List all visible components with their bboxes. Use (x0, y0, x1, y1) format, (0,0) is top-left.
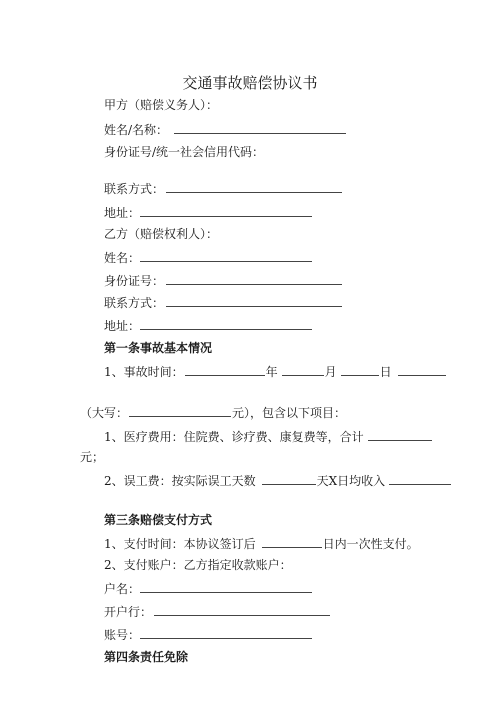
article-3-heading: 第三条赔偿支付方式 (104, 513, 213, 527)
account-holder-label: 户名： (104, 582, 141, 596)
party-a-name-blank[interactable] (174, 122, 346, 134)
article-1-heading: 第一条事故基本情况 (104, 341, 213, 355)
accident-time-row (104, 364, 447, 379)
medical-fee-blank[interactable] (368, 429, 432, 441)
time-extra-blank[interactable] (398, 364, 446, 376)
daily-income-blank[interactable] (389, 473, 451, 485)
account-number-blank[interactable] (140, 627, 312, 639)
party-b-contact-label: 联系方式： (104, 296, 165, 310)
payment-account-header: 2、支付账户：乙方指定收款账户： (104, 558, 292, 572)
party-a-address-row (104, 205, 313, 220)
uppercase-label: （大写： (80, 406, 129, 420)
party-b-address-label: 地址： (104, 319, 141, 333)
party-b-id-blank[interactable] (166, 273, 342, 285)
lost-work-mid: 天X日均收入 (316, 474, 386, 488)
document-title: 交通事故赔偿协议书 (182, 74, 318, 92)
party-a-id-label: 身份证号/统一社会信用代码： (104, 145, 265, 159)
uppercase-suffix: 元），包含以下项目： (232, 406, 347, 420)
day-label: 日 (379, 365, 392, 379)
year-blank[interactable] (185, 364, 265, 376)
bank-blank[interactable] (154, 604, 330, 616)
article-4-heading: 第四条责任免除 (104, 650, 189, 664)
month-label: 月 (324, 365, 337, 379)
payment-time-label: 1、支付时间：本协议签订后 (104, 537, 256, 551)
payment-time-row (104, 536, 419, 551)
amount-uppercase-row (80, 405, 346, 420)
bank-row (104, 604, 331, 619)
lost-work-row (104, 473, 452, 488)
party-b-header: 乙方（赔偿权利人）： (104, 227, 219, 241)
party-b-name-row (104, 250, 313, 265)
lost-work-text: 2、误工费：按实际误工天数 (104, 474, 256, 488)
account-number-row (104, 627, 313, 642)
party-b-contact-row (104, 295, 343, 310)
month-blank[interactable] (282, 364, 324, 376)
uppercase-amount-blank[interactable] (129, 405, 231, 417)
party-a-address-label: 地址： (104, 206, 141, 220)
party-a-name-label: 姓名/名称： (104, 123, 169, 137)
bank-label: 开户行： (104, 605, 153, 619)
party-b-name-blank[interactable] (140, 250, 312, 262)
party-b-contact-blank[interactable] (166, 295, 342, 307)
party-a-address-blank[interactable] (140, 205, 312, 217)
party-b-name-label: 姓名： (104, 251, 141, 265)
party-a-contact-row (104, 181, 343, 196)
party-b-id-row (104, 273, 343, 288)
day-blank[interactable] (341, 364, 379, 376)
medical-fee-row (104, 429, 433, 444)
account-holder-blank[interactable] (140, 581, 312, 593)
party-b-address-row (104, 318, 313, 333)
payment-time-suffix: 日内一次性支付。 (322, 537, 419, 551)
party-a-name-row (104, 122, 347, 137)
lost-work-days-blank[interactable] (262, 473, 316, 485)
party-a-contact-label: 联系方式： (104, 182, 165, 196)
year-label: 年 (265, 365, 278, 379)
payment-days-blank[interactable] (262, 536, 322, 548)
party-a-header: 甲方（赔偿义务人）： (104, 98, 219, 112)
medical-fee-text: 1、医疗费用：住院费、诊疗费、康复费等，合计 (104, 430, 364, 444)
account-holder-row (104, 581, 313, 596)
accident-time-label: 1、事故时间： (104, 365, 184, 379)
party-b-id-label: 身份证号： (104, 274, 165, 288)
party-b-address-blank[interactable] (140, 318, 312, 330)
medical-fee-wrap: 元； (80, 450, 105, 464)
account-number-label: 账号： (104, 628, 141, 642)
party-a-contact-blank[interactable] (166, 181, 342, 193)
